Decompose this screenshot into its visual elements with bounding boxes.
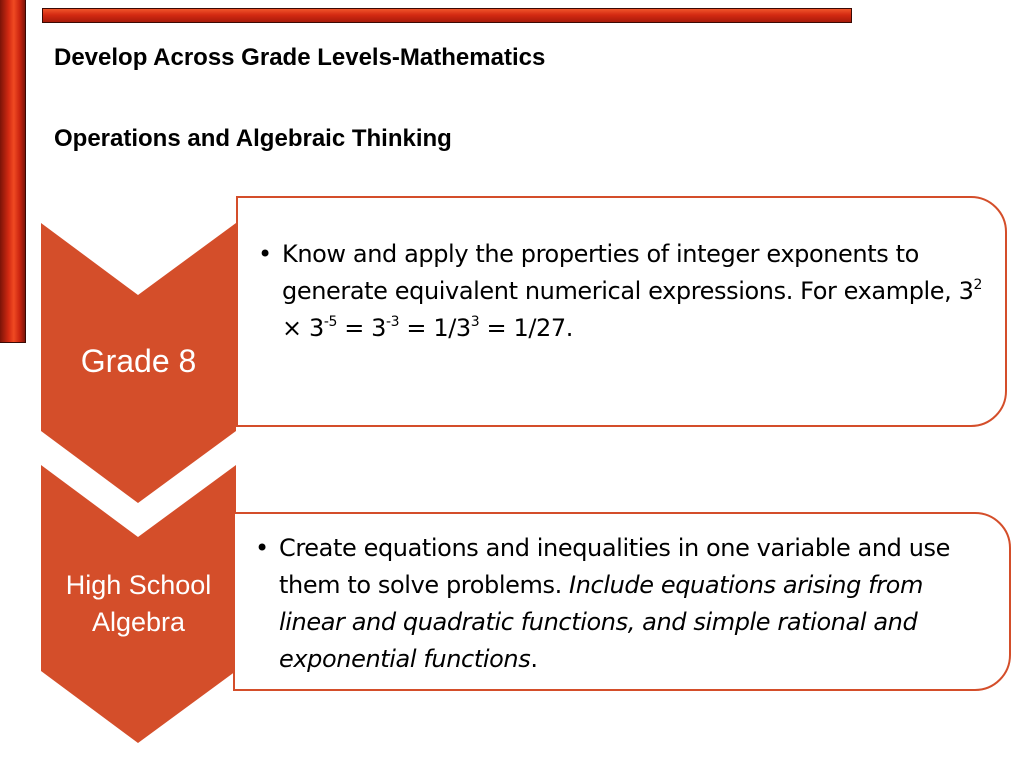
label-line-1: High School	[65, 570, 212, 600]
label-line-2: Algebra	[91, 607, 186, 637]
grade-8-bullet-item	[258, 236, 985, 347]
grade-8-sup-1: 2	[973, 277, 983, 293]
high-school-algebra-chevron	[41, 465, 236, 743]
grade-8-sup-4: 3	[470, 314, 480, 330]
algebra-text-italic: Include equations arising from linear and quadratic functions, and simple rational and exponential functions	[279, 571, 923, 673]
bullet-icon: •	[258, 240, 272, 268]
grade-8-text-1: Know and apply the properties of integer exponents to generate equivalent numerical expressions. For example, 3	[282, 240, 974, 305]
algebra-bullet-item	[255, 530, 989, 678]
algebra-content-box	[233, 512, 1011, 691]
algebra-text-normal: Create equations and inequalities in one variable and use them to solve problems.	[279, 534, 950, 599]
grade-8-text-2: × 3	[282, 314, 324, 342]
high-school-algebra-label	[41, 567, 236, 641]
grade-8-label: Grade 8	[80, 343, 197, 379]
grade-8-text-5: = 1/27.	[479, 314, 574, 342]
left-accent-bar	[0, 0, 26, 343]
grade-8-text-3: = 3	[336, 314, 387, 342]
top-accent-bar	[42, 8, 852, 23]
grade-8-text-4: = 1/3	[399, 314, 471, 342]
algebra-text-end: .	[530, 645, 538, 673]
grade-8-sup-3: -3	[386, 314, 400, 330]
bullet-icon: •	[255, 534, 269, 562]
slide-subtitle: Operations and Algebraic Thinking	[54, 125, 452, 152]
grade-8-content-box	[236, 196, 1007, 427]
grade-8-sup-2: -5	[323, 314, 337, 330]
slide-title: Develop Across Grade Levels-Mathematics	[54, 44, 546, 71]
grade-8-chevron	[41, 223, 236, 503]
